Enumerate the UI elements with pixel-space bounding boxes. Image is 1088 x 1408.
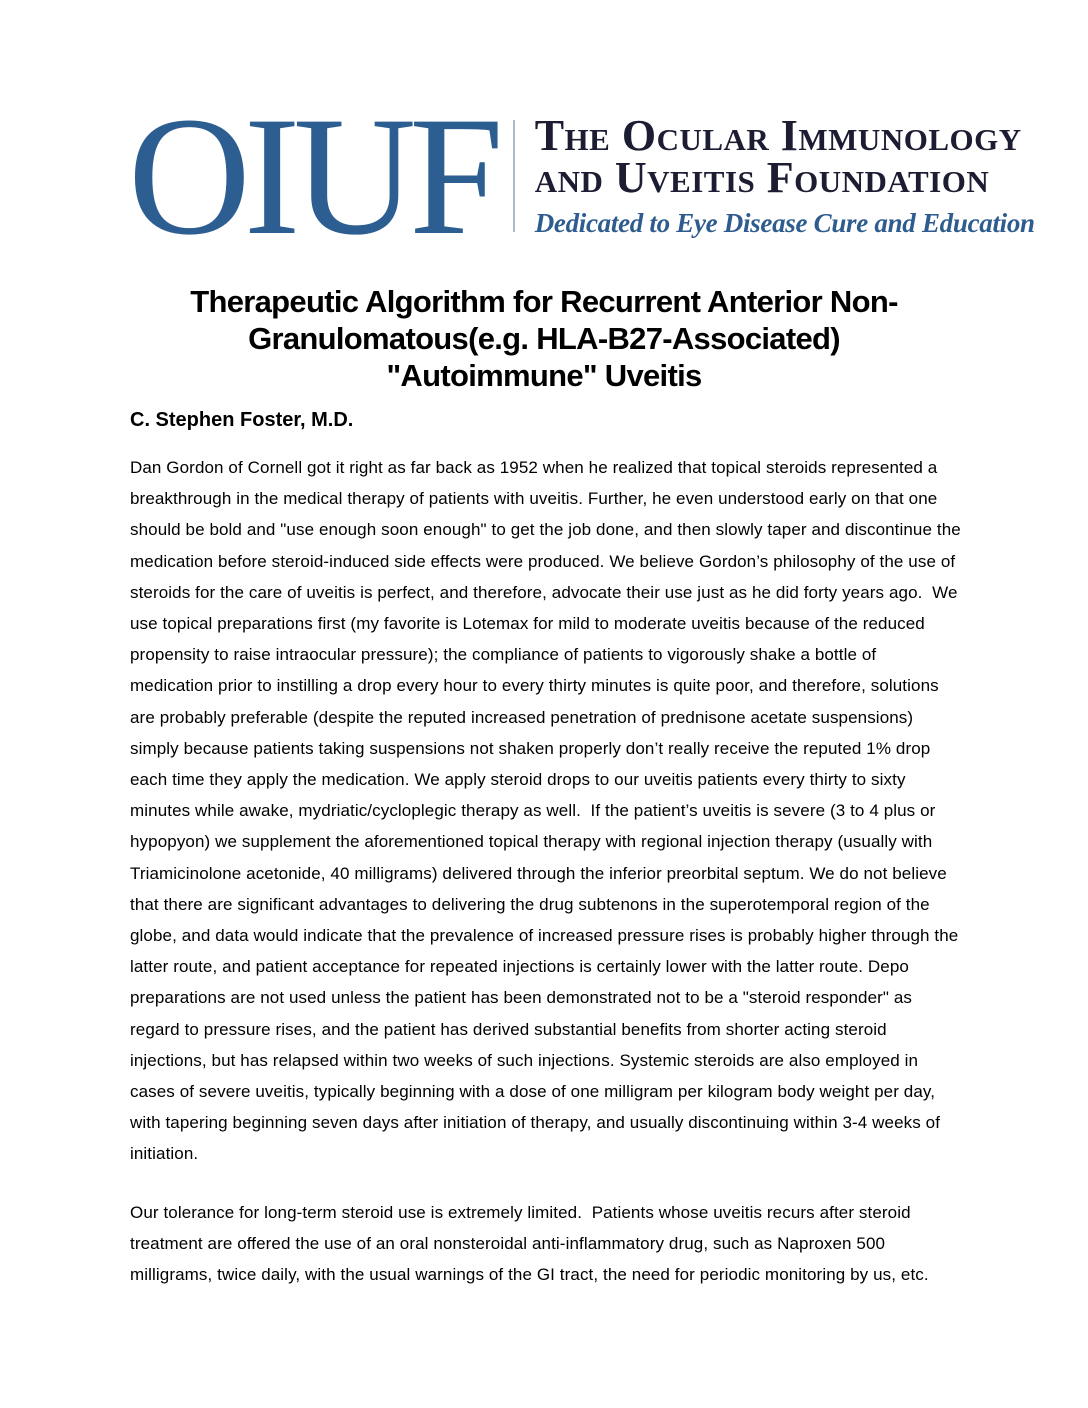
logo-name-line2: and Uveitis Foundation <box>534 152 990 202</box>
article-title-line-3: "Autoimmune" Uveitis <box>386 358 702 393</box>
logo-acronym: OIUF <box>128 82 497 270</box>
article-author: C. Stephen Foster, M.D. <box>130 409 354 431</box>
article-title-line-2: Granulomatous(e.g. HLA-B27-Associated) <box>248 321 840 356</box>
article-title <box>0 283 1088 394</box>
logo-text-block <box>534 110 1035 238</box>
foundation-logo <box>128 82 1035 270</box>
logo-divider <box>513 120 515 232</box>
article-title-line-1: Therapeutic Algorithm for Recurrent Anterior Non- <box>190 284 898 319</box>
article-paragraph-1: Dan Gordon of Cornell got it right as far back as 1952 when he realized that topical steroids represented a breakthrough in the medical therapy of patients with uveitis. Further, he even understood early on that one should be bold and "use enough soon enough" to get the job done, and then slowly taper and discontinue the medication before steroid-induced side effects were produced. We believe Gordon’s philosophy of the use of steroids for the care of uveitis is perfect, and therefore, advocate their use just as he did forty years ago. We use topical preparations first (my favorite is Lotemax for mild to moderate uveitis because of the reduced propensity to raise intraocular pressure); the compliance of patients to vigorously shake a bottle of medication prior to instilling a drop every hour to every thirty minutes is quite poor, and therefore, solutions are probably preferable (despite the reputed increased penetration of prednisone acetate suspensions) simply because patients taking suspensions not shaken properly don’t really receive the reputed 1% drop each time they apply the medication. We apply steroid drops to our uveitis patients every thirty to sixty minutes while awake, mydriatic/cycloplegic therapy as well. If the patient’s uveitis is severe (3 to 4 plus or hypopyon) we supplement the aforementioned topical therapy with regional injection therapy (usually with Triamicinolone acetonide, 40 milligrams) delivered through the inferior preorbital septum. We do not believe that there are significant advantages to delivering the drug subtenons in the superotemporal region of the globe, and data would indicate that the prevalence of increased pressure rises is probably higher through the latter route, and patient acceptance for repeated injections is certainly lower with the latter route. Depo preparations are not used unless the patient has been demonstrated not to be a "steroid responder" as regard to pressure rises, and the patient has derived substantial benefits from shorter acting steroid injections, but has relapsed within two weeks of such injections. Systemic steroids are also employed in cases of severe uveitis, typically beginning with a dose of one milligram per kilogram body weight per day, with tapering beginning seven days after initiation of therapy, and usually discontinuing within 3-4 weeks of initiation. <box>130 458 966 1164</box>
article-body <box>130 452 964 1290</box>
logo-tagline: Dedicated to Eye Disease Cure and Education <box>534 207 1035 238</box>
article-paragraph-2: Our tolerance for long-term steroid use is extremely limited. Patients whose uveitis recurs after steroid treatment are offered the use of an oral nonsteroidal anti-inflammatory drug, such as Naproxen 500 milligrams, twice daily, with the usual warnings of the GI tract, the need for periodic monitoring by us, etc. <box>130 1202 929 1285</box>
logo-name-line1: The Ocular Immunology <box>534 110 1022 160</box>
